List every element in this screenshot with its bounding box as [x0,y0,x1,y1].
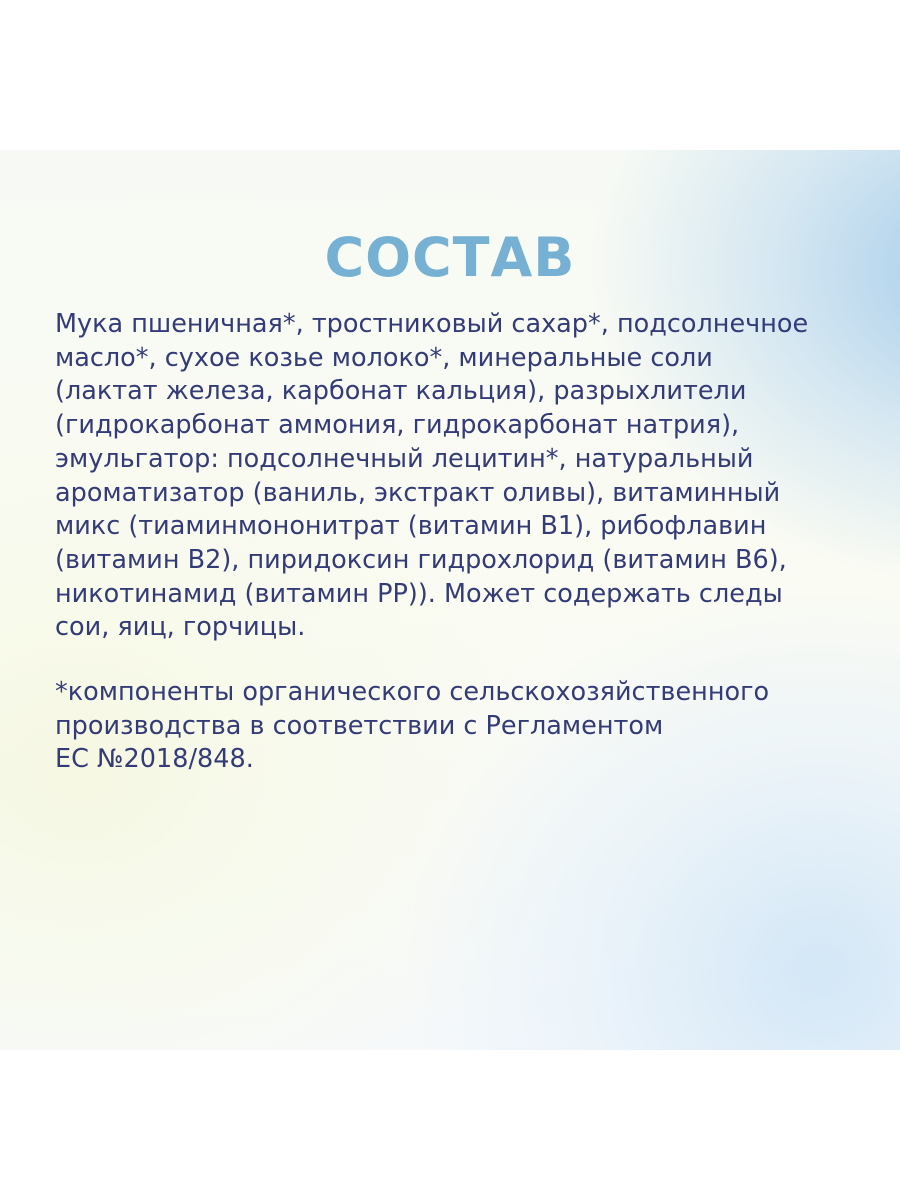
organic-footnote [55,676,875,777]
ingredients-line: эмульгатор: подсолнечный лецитин*, натуральный [55,443,754,474]
ingredients-text [55,308,875,645]
composition-title: СОСТАВ [324,226,576,289]
ingredients-line: (гидрокарбонат аммония, гидрокарбонат натрия), [55,410,740,441]
ingredients-line: сои, яиц, горчицы. [55,612,306,643]
ingredients-line: масло*, сухое козье молоко*, минеральные соли [55,342,713,373]
composition-panel [0,150,900,1050]
footnote-line: ЕС №2018/848. [55,744,254,775]
footnote-line: *компоненты органического сельскохозяйственного [55,677,770,707]
footnote-line: производства в соответствии с Регламентом [55,710,664,741]
ingredients-line: микс (тиаминмононитрат (витамин B1), рибофлавин [55,511,767,542]
ingredients-line: Мука пшеничная*, тростниковый сахар*, подсолнечное [55,309,809,339]
ingredients-line: никотинамид (витамин PP)). Может содержать следы [55,578,783,609]
ingredients-line: ароматизатор (ваниль, экстракт оливы), витаминный [55,477,781,508]
ingredients-line: (витамин B2), пиридоксин гидрохлорид (витамин B6), [55,544,787,575]
ingredients-line: (лактат железа, карбонат кальция), разрыхлители [55,376,747,407]
